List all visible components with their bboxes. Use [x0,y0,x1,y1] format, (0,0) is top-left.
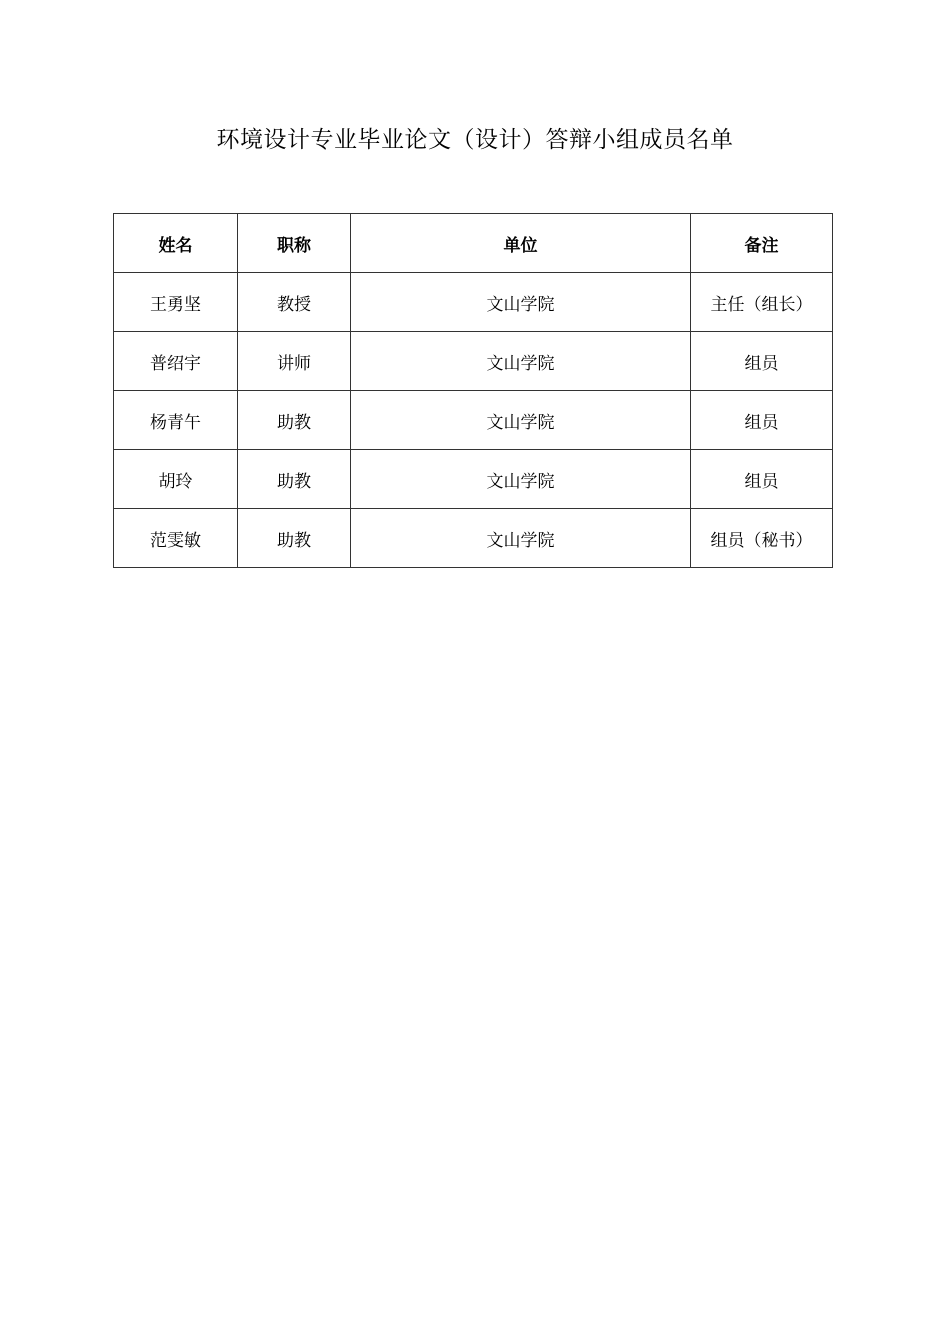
cell-note: 组员 [691,391,833,450]
table-row [114,391,833,450]
cell-note: 主任（组长） [691,273,833,332]
table-header-row [114,214,833,273]
cell-unit: 文山学院 [351,509,691,568]
table-row [114,450,833,509]
table-row [114,332,833,391]
cell-unit: 文山学院 [351,332,691,391]
cell-title: 助教 [238,391,351,450]
committee-roster-table [113,213,833,568]
cell-unit: 文山学院 [351,391,691,450]
cell-name: 普绍宇 [114,332,238,391]
cell-note: 组员 [691,332,833,391]
column-header-unit: 单位 [351,214,691,273]
cell-note: 组员 [691,450,833,509]
cell-title: 教授 [238,273,351,332]
table-row [114,273,833,332]
cell-unit: 文山学院 [351,450,691,509]
cell-note: 组员（秘书） [691,509,833,568]
cell-name: 王勇坚 [114,273,238,332]
cell-title: 助教 [238,450,351,509]
cell-name: 范雯敏 [114,509,238,568]
cell-title: 讲师 [238,332,351,391]
cell-unit: 文山学院 [351,273,691,332]
page-title: 环境设计专业毕业论文（设计）答辩小组成员名单 [216,127,734,153]
cell-title: 助教 [238,509,351,568]
column-header-title: 职称 [238,214,351,273]
column-header-note: 备注 [691,214,833,273]
table-row [114,509,833,568]
cell-name: 胡玲 [114,450,238,509]
column-header-name: 姓名 [114,214,238,273]
cell-name: 杨青午 [114,391,238,450]
